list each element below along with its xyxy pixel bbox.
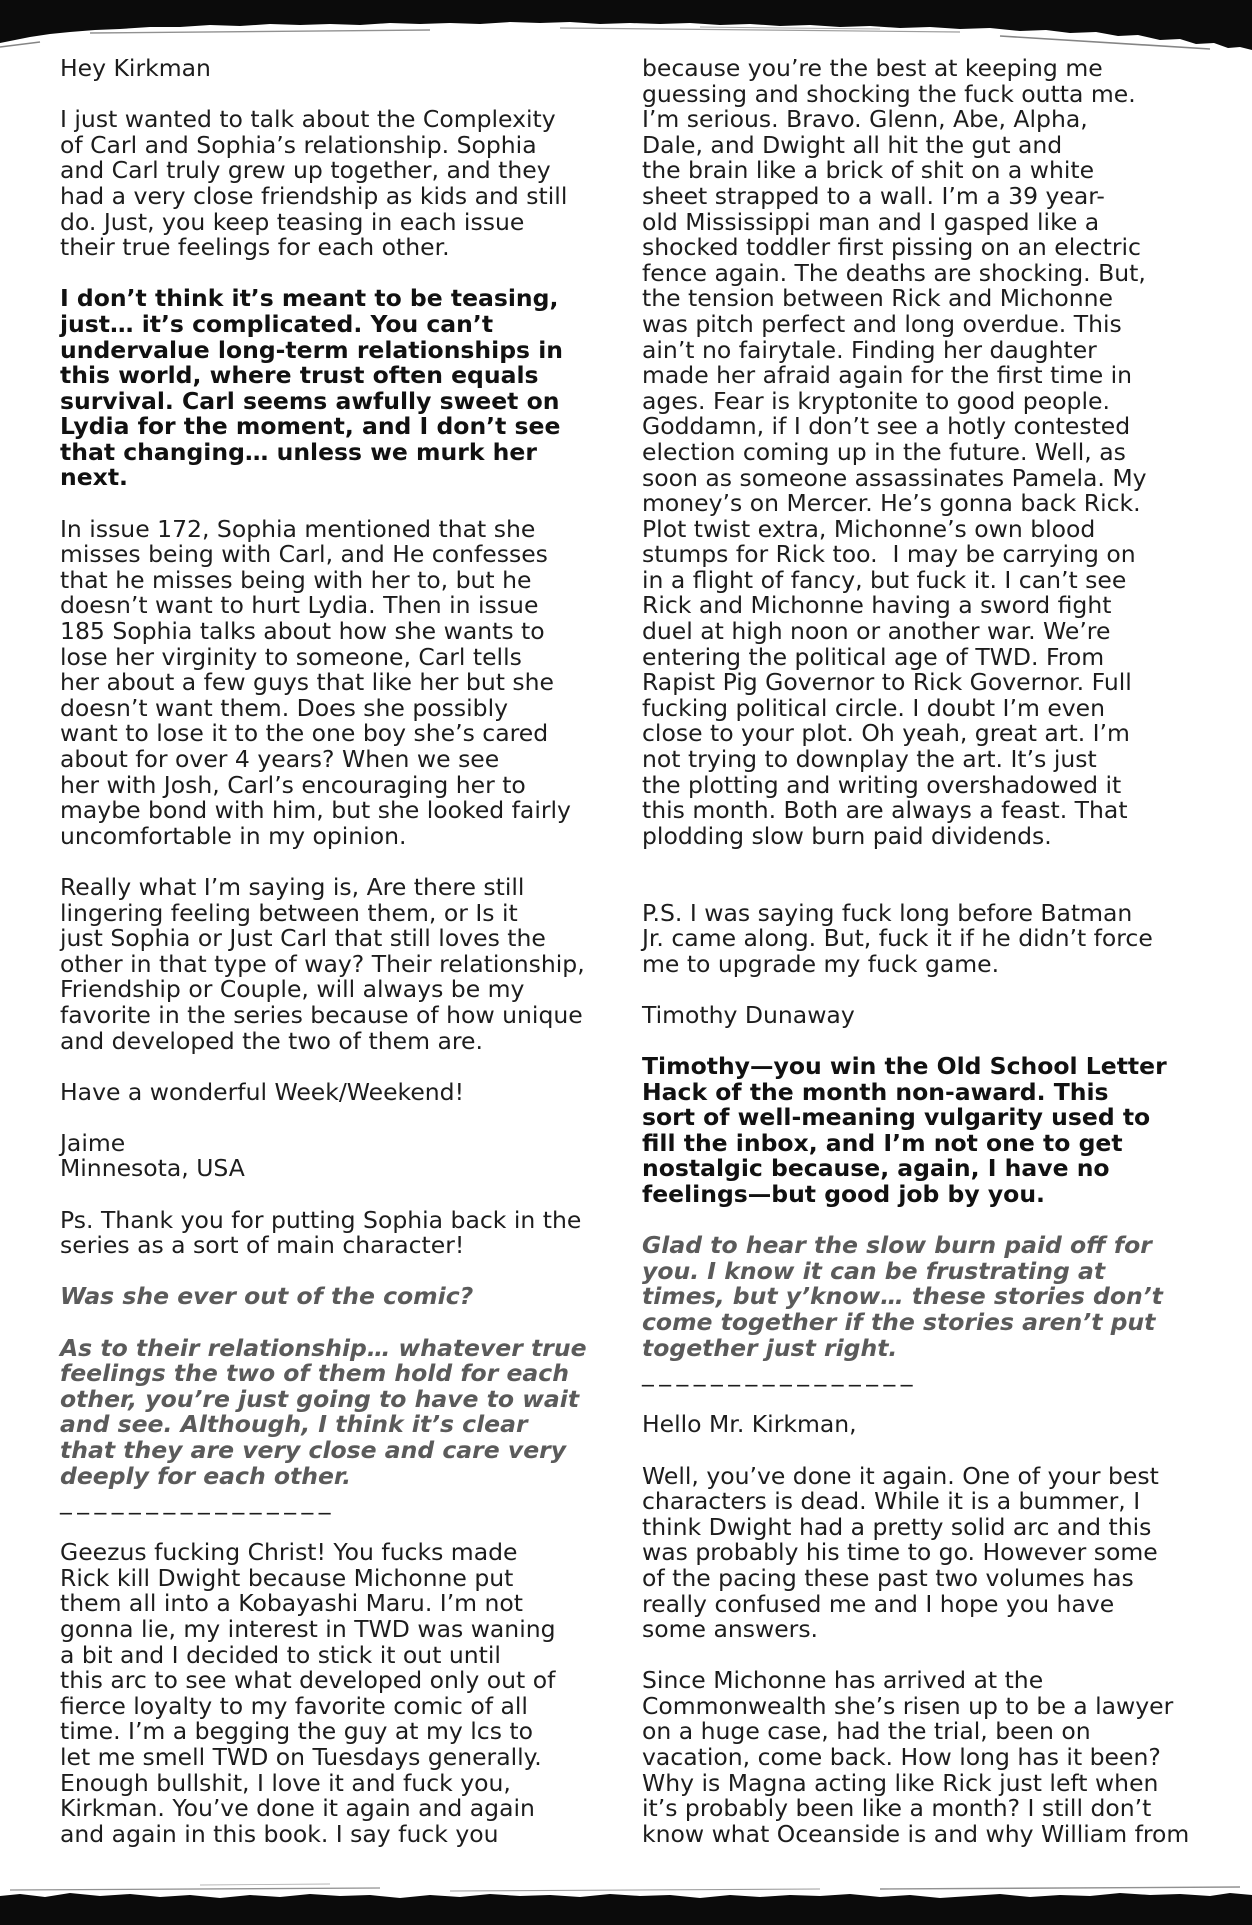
text-line: 185 Sophia talks about how she wants to	[60, 617, 545, 646]
text-line: was probably his time to go. However some	[642, 1538, 1158, 1567]
text-line: really confused me and I hope you have	[642, 1589, 1115, 1618]
text-line: Goddamn, if I don’t see a hotly contested	[642, 412, 1131, 441]
text-line: time. I’m a begging the guy at my lcs to	[60, 1717, 534, 1746]
text-line: Plot twist extra, Michonne’s own blood	[642, 514, 1096, 543]
text-line: Geezus fucking Christ! You fucks made	[60, 1538, 518, 1567]
text-line: Minnesota, USA	[60, 1154, 245, 1183]
text-line: about for over 4 years? When we see	[60, 744, 500, 773]
text-line: election coming up in the future. Well, as	[642, 437, 1126, 466]
text-line: I’m serious. Bravo. Glenn, Abe, Alpha,	[642, 105, 1088, 134]
editor-reply-question	[60, 1284, 620, 1310]
letter1-paragraph-3	[60, 872, 620, 1055]
bottom-brush-border	[0, 1882, 1252, 1925]
text-line: and developed the two of them are.	[60, 1026, 483, 1055]
text-line: shocked toddler first pissing on an electric	[642, 233, 1141, 262]
text-line: Enough bullshit, I love it and fuck you,	[60, 1768, 511, 1797]
letter2-paragraph-1-continued	[642, 56, 1202, 849]
text-line: you. I know it can be frustrating at	[642, 1256, 1106, 1285]
text-line: this world, where trust often equals	[60, 361, 539, 390]
text-line: next.	[60, 463, 128, 492]
text-line: a bit and I decided to stick it out until	[60, 1640, 501, 1669]
text-line: soon as someone assassinates Pamela. My	[642, 463, 1147, 492]
text-line: Hack of the month non-award. This	[642, 1077, 1109, 1106]
text-line: Glad to hear the slow burn paid off for	[642, 1231, 1152, 1260]
text-line: sort of well-meaning vulgarity used to	[642, 1103, 1151, 1132]
text-line: P.S. I was saying fuck long before Batman	[642, 898, 1133, 927]
text-line: duel at high noon or another war. We’re	[642, 617, 1111, 646]
text-line: I don’t think it’s meant to be teasing,	[60, 284, 559, 313]
text-line: Rapist Pig Governor to Rick Governor. Full	[642, 668, 1132, 697]
text-line: I just wanted to talk about the Complexity	[60, 105, 556, 134]
text-line: guessing and shocking the fuck outta me.	[642, 79, 1136, 108]
text-line: was pitch perfect and long overdue. This	[642, 309, 1122, 338]
text-line: just… it’s complicated. You can’t	[60, 309, 494, 338]
letter3-paragraph-1	[642, 1461, 1202, 1644]
text-line: Why is Magna acting like Rick just left when	[642, 1768, 1159, 1797]
text-line: deeply for each other.	[60, 1461, 352, 1490]
text-line: As to their relationship… whatever true	[60, 1333, 587, 1362]
letter2-paragraph-1	[60, 1540, 620, 1847]
text-line: that they are very close and care very	[60, 1435, 567, 1464]
text-line: fierce loyalty to my favorite comic of all	[60, 1691, 528, 1720]
text-line: of the pacing these past two volumes has	[642, 1563, 1134, 1592]
text-line: ages. Fear is kryptonite to good people.	[642, 386, 1110, 415]
left-column	[60, 56, 620, 1873]
text-line: the plotting and writing overshadowed it	[642, 770, 1122, 799]
text-line: Rick and Michonne having a sword fight	[642, 591, 1112, 620]
letter1-ps	[60, 1205, 620, 1260]
text-line: think Dwight had a pretty solid arc and this	[642, 1512, 1152, 1541]
text-line: that he misses being with her to, but he	[60, 565, 532, 594]
text-line: not trying to downplay the art. It’s just	[642, 745, 1097, 774]
text-line: feelings the two of them hold for each	[60, 1359, 569, 1388]
text-line: characters is dead. While it is a bummer, I	[642, 1487, 1141, 1516]
text-line: ain’t no fairytale. Finding her daughter	[642, 335, 1097, 364]
text-line: sheet strapped to a wall. I’m a 39 year-	[642, 181, 1105, 210]
letter3-paragraph-2	[642, 1668, 1202, 1847]
text-line: that changing… unless we murk her	[60, 437, 537, 466]
text-line: let me smell TWD on Tuesdays generally.	[60, 1743, 542, 1772]
letter1-greeting	[60, 56, 620, 82]
text-line: it’s probably been like a month? I still don’t	[642, 1794, 1152, 1823]
text-line: ________________	[642, 1359, 918, 1388]
text-line: do. Just, you keep teasing in each issue	[60, 207, 525, 236]
text-line: entering the political age of TWD. From	[642, 642, 1105, 671]
text-line: together just right.	[642, 1333, 898, 1362]
text-line: In issue 172, Sophia mentioned that she	[60, 514, 536, 543]
text-line: doesn’t want to hurt Lydia. Then in issue	[60, 591, 539, 620]
text-line: had a very close friendship as kids and still	[60, 181, 568, 210]
text-line: feelings—but good job by you.	[642, 1180, 1045, 1209]
section-divider	[642, 1361, 1202, 1387]
text-line: her with Josh, Carl’s encouraging her to	[60, 770, 526, 799]
text-line: Friendship or Couple, will always be my	[60, 975, 525, 1004]
text-line: stumps for Rick too. I may be carrying on	[642, 540, 1136, 569]
text-line: survival. Carl seems awfully sweet on	[60, 386, 560, 415]
text-line: Have a wonderful Week/Weekend!	[60, 1077, 465, 1106]
text-line: fence again. The deaths are shocking. But,	[642, 258, 1146, 287]
text-line: her about a few guys that like her but she	[60, 668, 555, 697]
text-line: Hello Mr. Kirkman,	[642, 1410, 857, 1439]
editor-reply-2-italic	[642, 1233, 1202, 1361]
text-line: lose her virginity to someone, Carl tells	[60, 642, 522, 671]
text-line: know what Oceanside is and why William from	[642, 1819, 1190, 1848]
text-line: doesn’t want them. Does she possibly	[60, 693, 509, 722]
right-column	[642, 56, 1202, 1873]
text-line: times, but y’know… these stories don’t	[642, 1282, 1163, 1311]
text-line: their true feelings for each other.	[60, 233, 450, 262]
text-line: the brain like a brick of shit on a white	[642, 156, 1095, 185]
letter3-greeting	[642, 1412, 1202, 1438]
editor-reply-answer	[60, 1333, 620, 1490]
letter2-signature	[642, 1000, 1202, 1029]
editor-reply-1	[60, 286, 620, 491]
letter2-ps	[642, 898, 1202, 978]
text-line: want to lose it to the one boy she’s cared	[60, 719, 549, 748]
text-line: other, you’re just going to have to wait	[60, 1384, 580, 1413]
text-line: fill the inbox, and I’m not one to get	[642, 1128, 1123, 1157]
text-line: Since Michonne has arrived at the	[642, 1666, 1044, 1695]
letter1-paragraph-2	[60, 514, 620, 850]
text-line: series as a sort of main character!	[60, 1231, 465, 1260]
text-line: and again in this book. I say fuck you	[60, 1819, 499, 1848]
text-line: in a flight of fancy, but fuck it. I can’t see	[642, 565, 1127, 594]
text-line: gonna lie, my interest in TWD was waning	[60, 1615, 556, 1644]
text-line: old Mississippi man and I gasped like a	[642, 207, 1100, 236]
text-line: misses being with Carl, and He confesses	[60, 540, 548, 569]
text-line: plodding slow burn paid dividends.	[642, 821, 1052, 850]
text-line: uncomfortable in my opinion.	[60, 821, 407, 850]
text-line: this month. Both are always a feast. That	[642, 796, 1128, 825]
letter1-paragraph-1	[60, 107, 620, 261]
text-line: Ps. Thank you for putting Sophia back in the	[60, 1205, 582, 1234]
text-line: on a huge case, had the trial, been on	[642, 1717, 1091, 1746]
top-brush-border	[0, 0, 1252, 56]
text-line: fucking political circle. I doubt I’m even	[642, 693, 1106, 722]
text-line: other in that type of way? Their relationship,	[60, 949, 585, 978]
text-line: Hey Kirkman	[60, 54, 211, 82]
text-line: them all into a Kobayashi Maru. I’m not	[60, 1589, 524, 1618]
text-line: nostalgic because, again, I have no	[642, 1154, 1110, 1183]
text-line: lingering feeling between them, or Is it	[60, 898, 518, 927]
text-line: favorite in the series because of how unique	[60, 1000, 583, 1029]
text-line: and see. Although, I think it’s clear	[60, 1410, 528, 1439]
text-line: Commonwealth she’s risen up to be a lawyer	[642, 1691, 1174, 1720]
text-line: Jr. came along. But, fuck it if he didn’t force	[642, 924, 1153, 953]
text-line: Well, you’ve done it again. One of your best	[642, 1461, 1159, 1490]
text-line: Lydia for the moment, and I don’t see	[60, 412, 561, 441]
text-line: vacation, come back. How long has it been?	[642, 1743, 1161, 1772]
text-line: money’s on Mercer. He’s gonna back Rick.	[642, 489, 1141, 518]
text-line: me to upgrade my fuck game.	[642, 949, 1000, 978]
text-line: made her afraid again for the first time in	[642, 361, 1133, 390]
section-divider	[60, 1489, 620, 1515]
text-line: Timothy Dunaway	[642, 1000, 855, 1029]
text-line: undervalue long-term relationships in	[60, 335, 563, 364]
text-line: Dale, and Dwight all hit the gut and	[642, 130, 1063, 159]
text-line: the tension between Rick and Michonne	[642, 284, 1113, 313]
text-line: ________________	[60, 1487, 336, 1516]
text-line: come together if the stories aren’t put	[642, 1308, 1156, 1337]
editor-reply-2	[642, 1054, 1202, 1208]
text-line: Timothy—you win the Old School Letter	[642, 1052, 1167, 1081]
text-line: Rick kill Dwight because Michonne put	[60, 1563, 514, 1592]
text-line: just Sophia or Just Carl that still loves the	[60, 924, 546, 953]
text-line: Was she ever out of the comic?	[60, 1282, 474, 1311]
text-line: because you’re the best at keeping me	[642, 54, 1103, 82]
text-line: maybe bond with him, but she looked fairly	[60, 796, 571, 825]
text-line: some answers.	[642, 1615, 819, 1644]
text-line: Really what I’m saying is, Are there still	[60, 872, 525, 901]
letter1-signature	[60, 1128, 620, 1183]
text-line: Jaime	[60, 1128, 126, 1157]
bottom-brush-stroke	[0, 1882, 1252, 1925]
text-line: of Carl and Sophia’s relationship. Sophia	[60, 130, 537, 159]
text-line: and Carl truly grew up together, and they	[60, 156, 551, 185]
letter1-closing	[60, 1077, 620, 1106]
text-line: this arc to see what developed only out of	[60, 1666, 556, 1695]
top-brush-stroke	[0, 0, 1252, 56]
text-line: close to your plot. Oh yeah, great art. I’m	[642, 719, 1130, 748]
text-line: Kirkman. You’ve done it again and again	[60, 1794, 535, 1823]
